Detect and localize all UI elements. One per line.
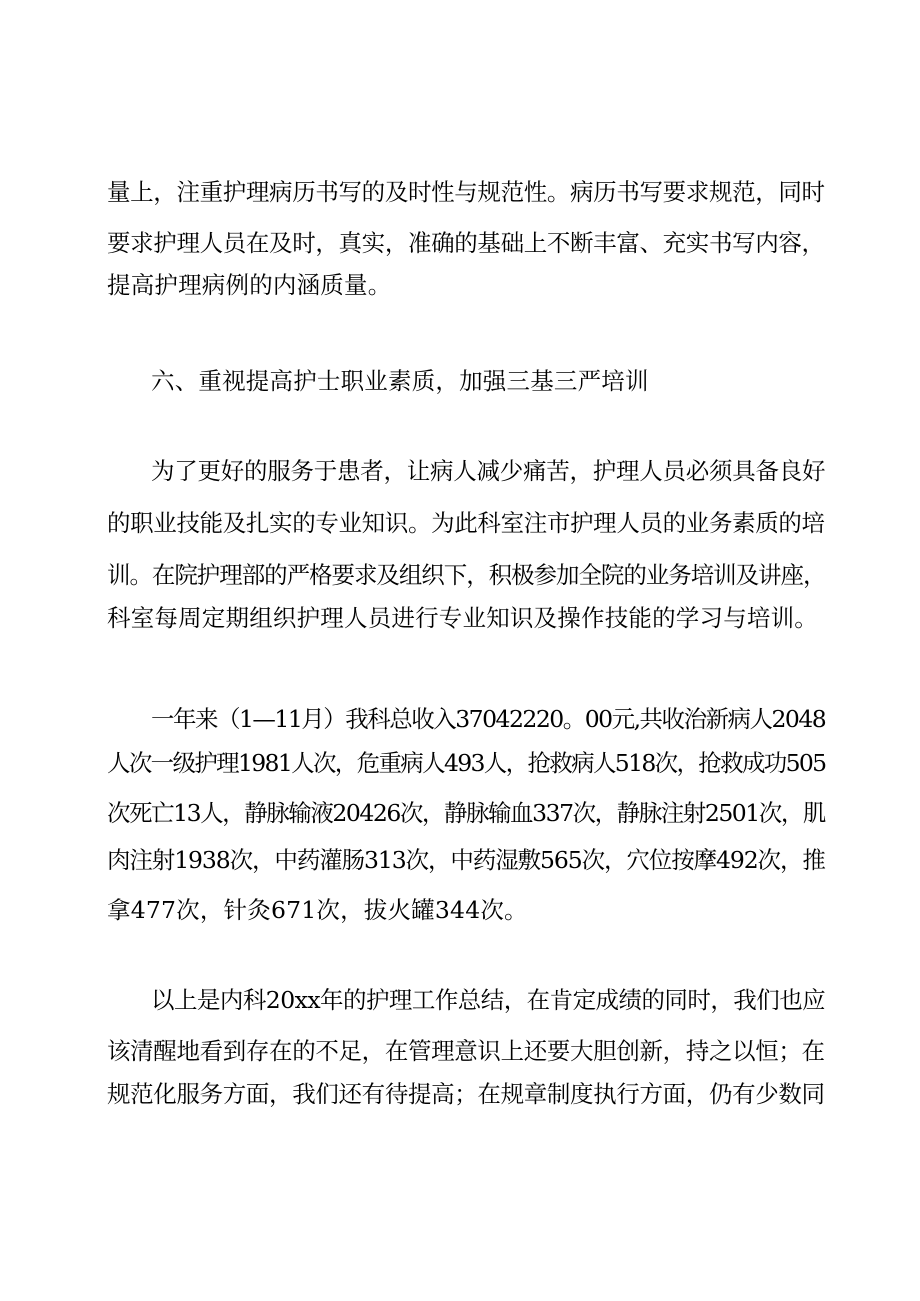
text-line: 为了更好的服务于患者，让病人减少痛苦，护理人员必须具备良好 xyxy=(151,457,826,485)
section-heading: 六、重视提高护士职业素质，加强三基三严培训 xyxy=(151,367,649,395)
text-line: 要求护理人员在及时，真实，准确的基础上不断丰富、充实书写内容， xyxy=(107,229,825,257)
text-line: 提高护理病例的内涵质量。 xyxy=(107,271,392,299)
text-line: 次死亡13人，静脉输液20426次，静脉输血337次，静脉注射2501次，肌 xyxy=(107,799,825,827)
text-line: 的职业技能及扎实的专业知识。为此科室注市护理人员的业务素质的培 xyxy=(107,509,825,537)
text-line: 规范化服务方面，我们还有待提高；在规章制度执行方面，仍有少数同 xyxy=(107,1080,825,1108)
text-line: 一年来（1—11月）我科总收入37042220。00元,共收治新病人2048 xyxy=(151,705,826,733)
text-line: 科室每周定期组织护理人员进行专业知识及操作技能的学习与培训。 xyxy=(107,604,818,632)
text-line: 以上是内科20xx年的护理工作总结，在肯定成绩的同时，我们也应 xyxy=(151,986,826,1014)
text-line: 拿477次，针灸671次，拔火罐344次。 xyxy=(107,896,528,924)
text-line: 训。在院护理部的严格要求及组织下，积极参加全院的业务培训及讲座， xyxy=(107,561,826,589)
text-line: 该清醒地看到存在的不足，在管理意识上还要大胆创新，持之以恒；在 xyxy=(107,1037,825,1065)
text-line: 人次一级护理1981人次，危重病人493人，抢救病人518次，抢救成功505 xyxy=(107,749,826,777)
text-line: 量上，注重护理病历书写的及时性与规范性。病历书写要求规范，同时 xyxy=(107,178,825,206)
text-line: 肉注射1938次，中药灌肠313次，中药湿敷565次，穴位按摩492次，推 xyxy=(107,846,825,874)
